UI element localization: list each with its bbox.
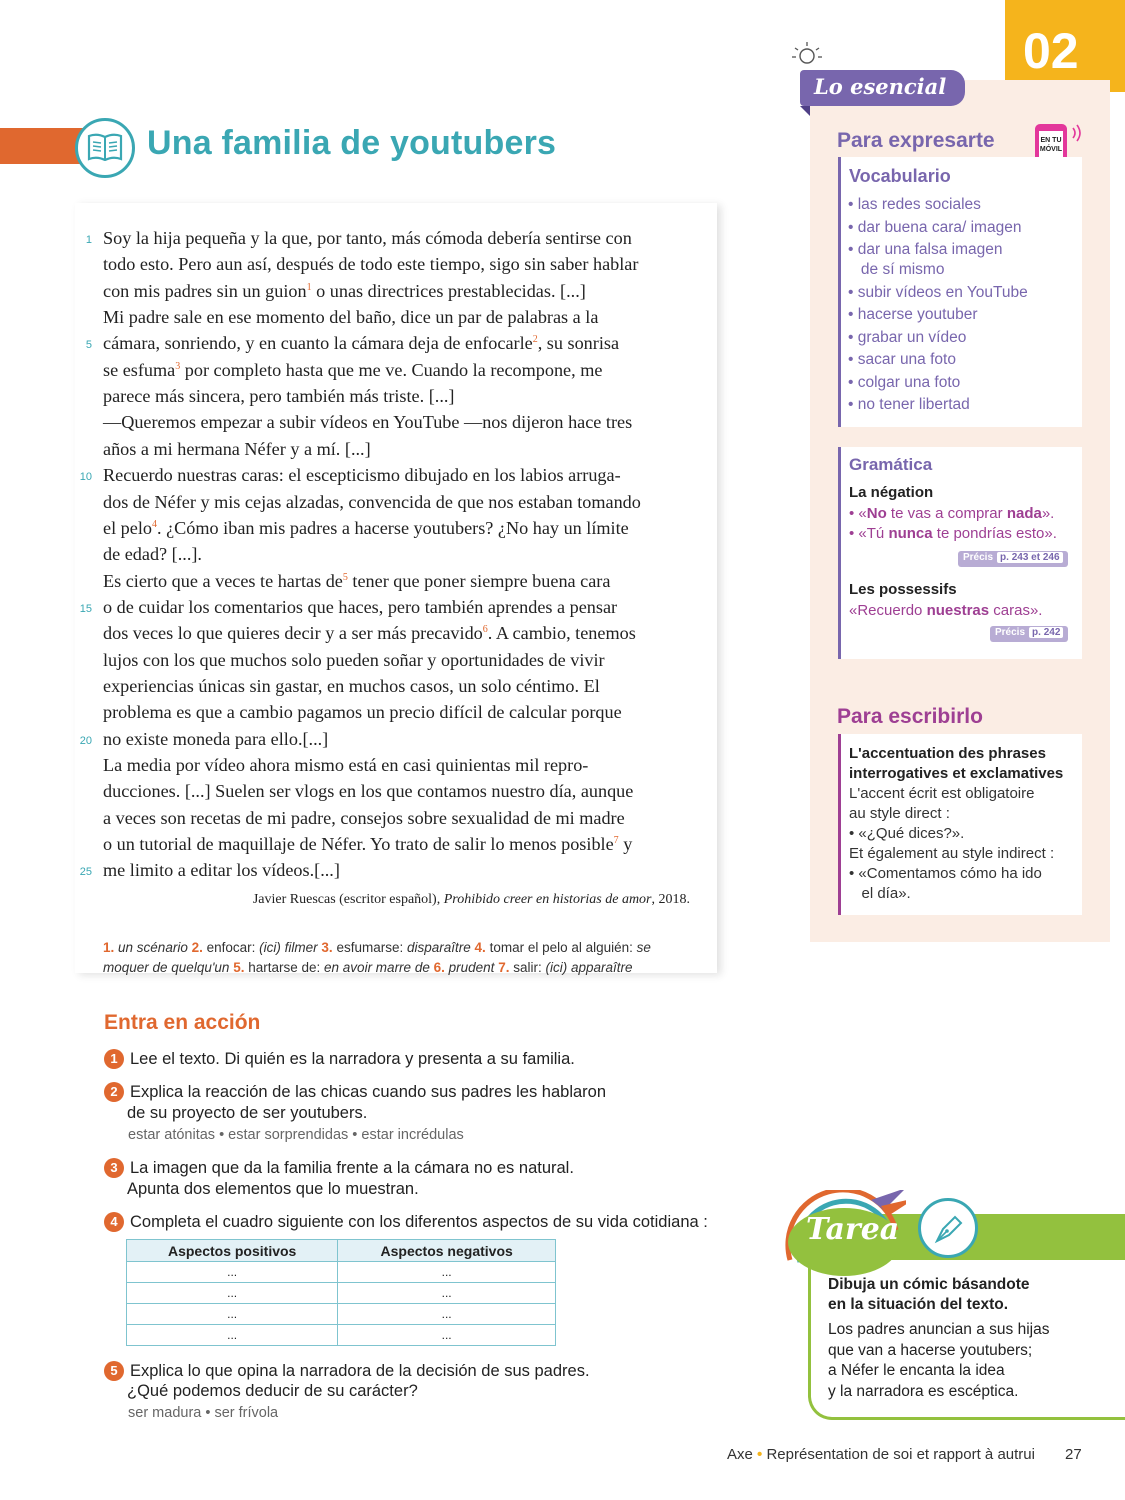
negation-heading: La négation xyxy=(849,484,934,501)
line-number: 10 xyxy=(79,471,92,483)
line-number: 15 xyxy=(79,603,92,615)
tarea-text-4: y la narradora es escéptica. xyxy=(828,1383,1019,1400)
question-3: 3 La imagen que da la familia frente a la cámara no es natural. xyxy=(104,1158,574,1178)
vocab-item: • subir vídeos en YouTube xyxy=(848,284,1028,301)
table-cell[interactable]: ... xyxy=(338,1304,556,1325)
text-line: Es cierto que a veces te hartas $de^5$ tener que poner siempre buena cara xyxy=(103,571,611,591)
vocab-item: • grabar un vídeo xyxy=(848,329,967,346)
text-line: lujos con los que muchos solo pueden soñar y oportunidades de vivir xyxy=(103,650,605,670)
footnote: 6. prudent xyxy=(433,960,495,975)
text-line: —Queremos empezar a subir vídeos en YouTube —nos dijeron hace tres xyxy=(103,412,633,432)
question-2: 2 Explica la reacción de las chicas cuando sus padres les hablaron xyxy=(104,1082,606,1102)
question-4: 4 Completa el cuadro siguiente con los diferentos aspectos de su vida cotidiana : xyxy=(104,1212,708,1232)
footnote-ref: 4 xyxy=(152,519,157,530)
footnote: 4. tomar el pelo al alguién: se moquer de quelqu'un xyxy=(103,940,651,975)
question-number: 2 xyxy=(104,1082,124,1102)
text-line: Soy la hija pequeña y la que, por tanto, más cómoda debería sentirse con xyxy=(103,228,632,248)
question-5-hint: ser madura • ser frívola xyxy=(128,1405,279,1421)
vocab-item: • sacar una foto xyxy=(848,351,956,368)
footnote: 3. esfumarse: disparaître xyxy=(321,940,471,955)
text-line: me limito a editar los vídeos.[...] xyxy=(103,860,340,880)
vocabulary-heading: Vocabulario xyxy=(849,166,951,186)
line-number: 20 xyxy=(79,735,92,747)
footnote-ref: 1 xyxy=(306,282,312,293)
page-title: Una familia de youtubers xyxy=(147,124,557,162)
question-number: 4 xyxy=(104,1212,124,1232)
table-cell[interactable]: ... xyxy=(127,1325,338,1346)
text-line: cámara, sonriendo, y en cuanto la cámara deja de enfocarle$^2$, su sonrisa xyxy=(103,333,620,353)
text-line: el pelo$^4$. ¿Cómo iban mis padres a hacerse youtubers? ¿No hay un límite xyxy=(103,518,629,538)
vocab-item: • no tener libertad xyxy=(848,396,970,413)
footnote-ref: 7 xyxy=(613,835,619,846)
footnotes xyxy=(103,938,693,978)
text-line: Mi padre sale en ese momento del baño, dice un par de palabras a la xyxy=(103,307,599,327)
table-cell[interactable]: ... xyxy=(338,1283,556,1304)
table-row xyxy=(127,1325,556,1346)
precis-link-possessives[interactable]: Précis p. 242 xyxy=(990,626,1068,642)
negation-example-1: • «No te vas a comprar nada». xyxy=(849,505,1055,522)
table-cell[interactable]: ... xyxy=(338,1325,556,1346)
question-2-hint: estar atónitas • estar sorprendidas • estar incrédulas xyxy=(128,1127,464,1143)
line-number: 1 xyxy=(85,234,92,246)
signal-waves-icon xyxy=(1070,124,1084,142)
text-line: a veces son recetas de mi padre, consejos sobre sexualidad de mi madre xyxy=(103,808,625,828)
text-line: Recuerdo nuestras caras: el escepticismo dibujado en los labios arruga- xyxy=(103,465,621,485)
phone-screen-label: EN TU MÓVIL xyxy=(1039,131,1063,167)
question-1: 1 Lee el texto. Di quién es la narradora y presenta a su familia. xyxy=(104,1049,575,1069)
footnote: 7. salir: (ici) apparaître xyxy=(498,960,633,975)
vocab-item: • hacerse youtuber xyxy=(848,306,978,323)
text-line: parece más sincera, pero también más triste. [...] xyxy=(103,386,455,406)
text-line: dos de Néfer y mis cejas alzadas, convencida de que nos estaban tomando xyxy=(103,492,641,512)
negation-example-2: • «Tú nunca te pondrías esto». xyxy=(849,525,1057,542)
table-row xyxy=(127,1304,556,1325)
lightbulb-icon xyxy=(790,40,824,70)
footnote-ref: 2 xyxy=(532,334,538,345)
text-line: de edad? [...]. xyxy=(103,544,202,564)
table-cell[interactable]: ... xyxy=(127,1262,338,1283)
text-line: años a mi hermana Néfer y a mí. [...] xyxy=(103,439,371,459)
text-line: experiencias únicas sin gastar, en muchos casos, un solo céntimo. El xyxy=(103,676,600,696)
question-5: 5 Explica lo que opina la narradora de la decisión de sus padres. xyxy=(104,1361,590,1381)
footnote-ref: 5 xyxy=(342,572,348,583)
vocab-item: • las redes sociales xyxy=(848,196,981,213)
table-row xyxy=(127,1283,556,1304)
table-header: Aspectos positivos xyxy=(127,1240,338,1262)
reading-book-icon xyxy=(75,118,135,178)
possessives-heading: Les possessifs xyxy=(849,581,957,598)
lo-esencial-banner: Lo esencial xyxy=(800,70,965,106)
footnote: 1. un scénario xyxy=(103,940,188,955)
tarea-instruction-2: en la situación del texto. xyxy=(828,1296,1009,1313)
text-line: todo esto. Pero aun así, después de todo este tiempo, sigo sin saber hablar xyxy=(103,254,639,274)
accentuation-line-1: L'accent écrit est obligatoire xyxy=(849,785,1035,802)
vocab-item: de sí mismo xyxy=(848,261,945,278)
tarea-instruction-1: Dibuja un cómic básandote xyxy=(828,1276,1030,1293)
tarea-text-2: que van a hacerse youtubers; xyxy=(828,1342,1033,1359)
question-number: 1 xyxy=(104,1049,124,1069)
accentuation-line-2: au style direct : xyxy=(849,805,950,822)
table-cell[interactable]: ... xyxy=(338,1262,556,1283)
footnote: 5. hartarse de: en avoir marre de xyxy=(233,960,430,975)
footnote-ref: 6 xyxy=(482,624,488,635)
activities-heading: Entra en acción xyxy=(104,1011,261,1034)
accentuation-example-1: • «¿Qué dices?». xyxy=(849,825,965,842)
footnote-ref: 3 xyxy=(175,361,181,372)
accentuation-example-2b: el día». xyxy=(849,885,911,902)
text-line: se esfuma$^3$ por completo hasta que me ve. Cuando la recompone, me xyxy=(103,360,603,380)
line-number: 25 xyxy=(79,866,92,878)
unit-number: 02 xyxy=(1023,23,1079,79)
table-cell[interactable]: ... xyxy=(127,1304,338,1325)
fountain-pen-icon xyxy=(918,1198,978,1258)
tarea-banner xyxy=(870,1214,1125,1260)
text-line: problema es que a cambio pagamos un precio difícil de calcular porque xyxy=(103,702,622,722)
footer-axe: Axe • Représentation de soi et rapport à autrui xyxy=(727,1446,1035,1463)
text-line: no existe moneda para ello.[...] xyxy=(103,729,329,749)
question-3-cont: Apunta dos elementos que lo muestran. xyxy=(127,1180,419,1198)
possessives-example: «Recuerdo nuestras caras». xyxy=(849,602,1043,619)
para-expresarte-heading: Para expresarte xyxy=(837,129,995,152)
table-cell[interactable]: ... xyxy=(127,1283,338,1304)
footnote: 2. enfocar: (ici) filmer xyxy=(191,940,318,955)
vocab-item: • colgar una foto xyxy=(848,374,961,391)
question-number: 5 xyxy=(104,1361,124,1381)
banner-fold xyxy=(800,106,810,116)
aspects-table xyxy=(126,1239,556,1346)
tarea-text-3: a Néfer le encanta la idea xyxy=(828,1362,1005,1379)
vocab-item: • dar una falsa imagen xyxy=(848,241,1003,258)
accentuation-line-3: Et également au style indirect : xyxy=(849,845,1055,862)
precis-link-negation[interactable]: Précis p. 243 et 246 xyxy=(958,551,1068,567)
tarea-text-1: Los padres anuncian a sus hijas xyxy=(828,1321,1050,1338)
text-line: La media por vídeo ahora mismo está en casi quinientas mil repro- xyxy=(103,755,589,775)
accentuation-title-1: L'accentuation des phrases xyxy=(849,745,1046,762)
grammar-heading: Gramática xyxy=(849,455,933,474)
text-credit: Javier Ruescas (escritor español), Prohibido creer en historias de amor, 2018. xyxy=(252,892,690,907)
line-number: 5 xyxy=(85,339,92,351)
accentuation-title-2: interrogatives et exclamatives xyxy=(849,765,1064,782)
question-2-cont: de su proyecto de ser youtubers. xyxy=(127,1104,368,1122)
question-5-cont: ¿Qué podemos deducir de su carácter? xyxy=(127,1382,418,1400)
accentuation-example-2a: • «Comentamos cómo ha ido xyxy=(849,865,1042,882)
question-number: 3 xyxy=(104,1158,124,1178)
tarea-label: Tarea xyxy=(806,1212,900,1247)
table-header: Aspectos negativos xyxy=(338,1240,556,1262)
unit-tab xyxy=(1005,0,1125,92)
text-line: o de cuidar los comentarios que haces, pero también aprendes a pensar xyxy=(103,597,618,617)
vocab-item: • dar buena cara/ imagen xyxy=(848,219,1022,236)
text-line: con mis padres sin un guion$^1$ o unas directrices prestablecidas. [...] xyxy=(103,281,586,301)
text-line: ducciones. [...] Suelen ser vlogs en los que contamos nuestro día, aunque xyxy=(103,781,634,801)
para-escribirlo-heading: Para escribirlo xyxy=(837,705,983,728)
text-line: o un tutorial de maquillaje de Néfer. Yo trato de salir lo menos posible$^7$ y xyxy=(103,834,633,854)
table-row xyxy=(127,1262,556,1283)
text-line: dos veces lo que quieres decir y a ser más precavido$^6$. A cambio, tenemos xyxy=(103,623,636,643)
page-number: 27 xyxy=(1065,1446,1082,1463)
